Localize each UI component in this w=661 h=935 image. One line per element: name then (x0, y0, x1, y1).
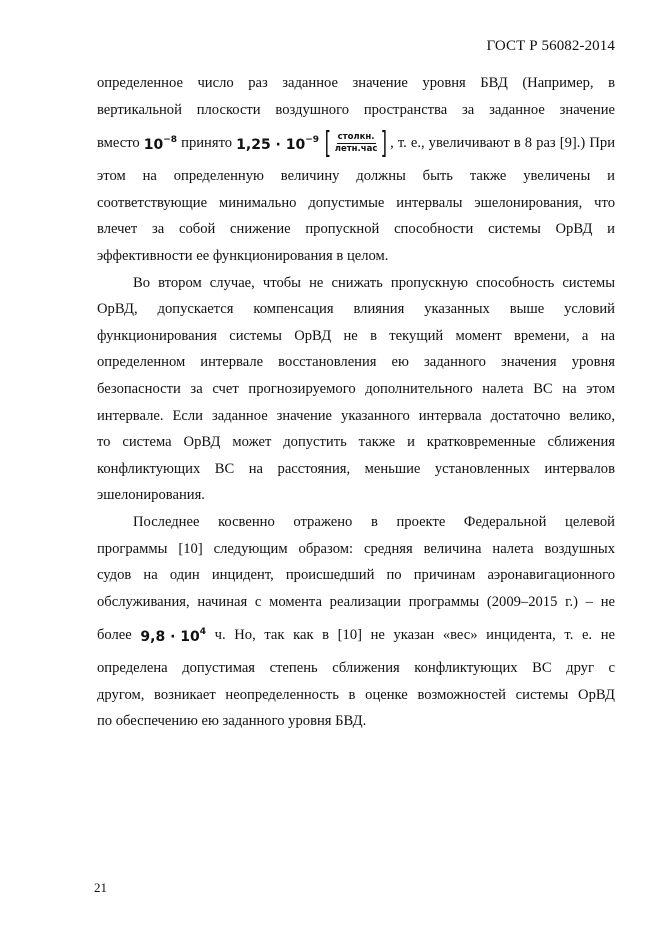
text-line: безопасности за счет прогнозируемого дополнительного налета ВС на этом (97, 380, 615, 397)
paragraph-1 (97, 70, 615, 270)
formula-incident-rate: $9,8 \cdot 10^4$ (140, 626, 207, 645)
text-line: то система ОрВД может допустить также и кратковременные сближения (97, 434, 615, 451)
text-line: эшелонирования. (97, 487, 205, 504)
text-line: Последнее косвенно отражено в проекте Федеральной целевой (133, 513, 615, 530)
paragraph-3 (97, 509, 615, 735)
text-line: определенное число раз заданное значение уровня БВД (Например, в (97, 75, 615, 91)
text-line: интервале. Если заданное значение указанного интервала достаточно велико, (97, 407, 615, 424)
text-line: определена допустимая степень сближения конфликтующих ВС друг с (97, 660, 615, 677)
document-code-header: ГОСТ Р 56082-2014 (486, 38, 615, 54)
text-line-with-formula: более $9,8 \cdot 10^4$ ч. Но, так как в [10] не указан «вес» инцидента, т. е. не (97, 626, 615, 645)
formula-ten-minus-eight: $10^{-8}$ (143, 134, 178, 153)
paragraph-2 (97, 270, 615, 509)
text-line: влечет за собой снижение пропускной способности системы ОрВД и (97, 221, 615, 238)
text-line: программы [10] следующим образом: средняя величина налета воздушных (97, 540, 615, 557)
text-line: соответствующие минимально допустимые интервалы эшелонирования, что (97, 194, 615, 211)
text-line: Во втором случае, чтобы не снижать пропускную способность системы (133, 274, 615, 291)
text-line: обслуживания, начиная с момента реализации программы (2009–2015 г.) – не (97, 593, 615, 610)
text-line: судов на один инцидент, происшедший по причинам аэронавигационного (97, 567, 615, 584)
text-line: этом на определенную величину должны быть также увеличены и (97, 168, 615, 185)
text-line-with-formula: вместо $10^{-8}$ принято $1,25 \cdot 10^{-9}$ [ $\frac{\text{столкн.}}{\text{летн.час}}$ ] , т. е., увеличивают в 8 раз [9].) При (97, 125, 615, 161)
text-line: функционирования системы ОрВД не в текущий момент времени, а на (97, 327, 615, 344)
text-line: эффективности ее функционирования в целом. (97, 247, 389, 264)
body-text (97, 70, 615, 735)
fraction-numerator: столкн. (337, 133, 376, 145)
text-line: конфликтующих ВС на расстояния, меньшие установленных интервалов (97, 460, 615, 477)
unit-fraction: [ $\frac{\text{столкн.}}{\text{летн.час}}$ ] (324, 125, 388, 161)
text-line: по обеспечению ею заданного уровня БВД. (97, 713, 367, 730)
text-line: вертикальной плоскости воздушного пространства за заданное значение (97, 101, 615, 118)
text-line: определенном интервале восстановления ею заданного значения уровня (97, 354, 615, 371)
text-line: другом, возникает неопределенность в оценке возможностей системы ОрВД (97, 686, 615, 703)
fraction-denominator: летн.час (334, 144, 378, 155)
page-number: 21 (94, 880, 107, 895)
formula-accepted-value: $1,25 \cdot 10^{-9}$ (236, 134, 320, 153)
text-line: ОрВД, допускается компенсация влияния указанных выше условий (97, 301, 615, 318)
